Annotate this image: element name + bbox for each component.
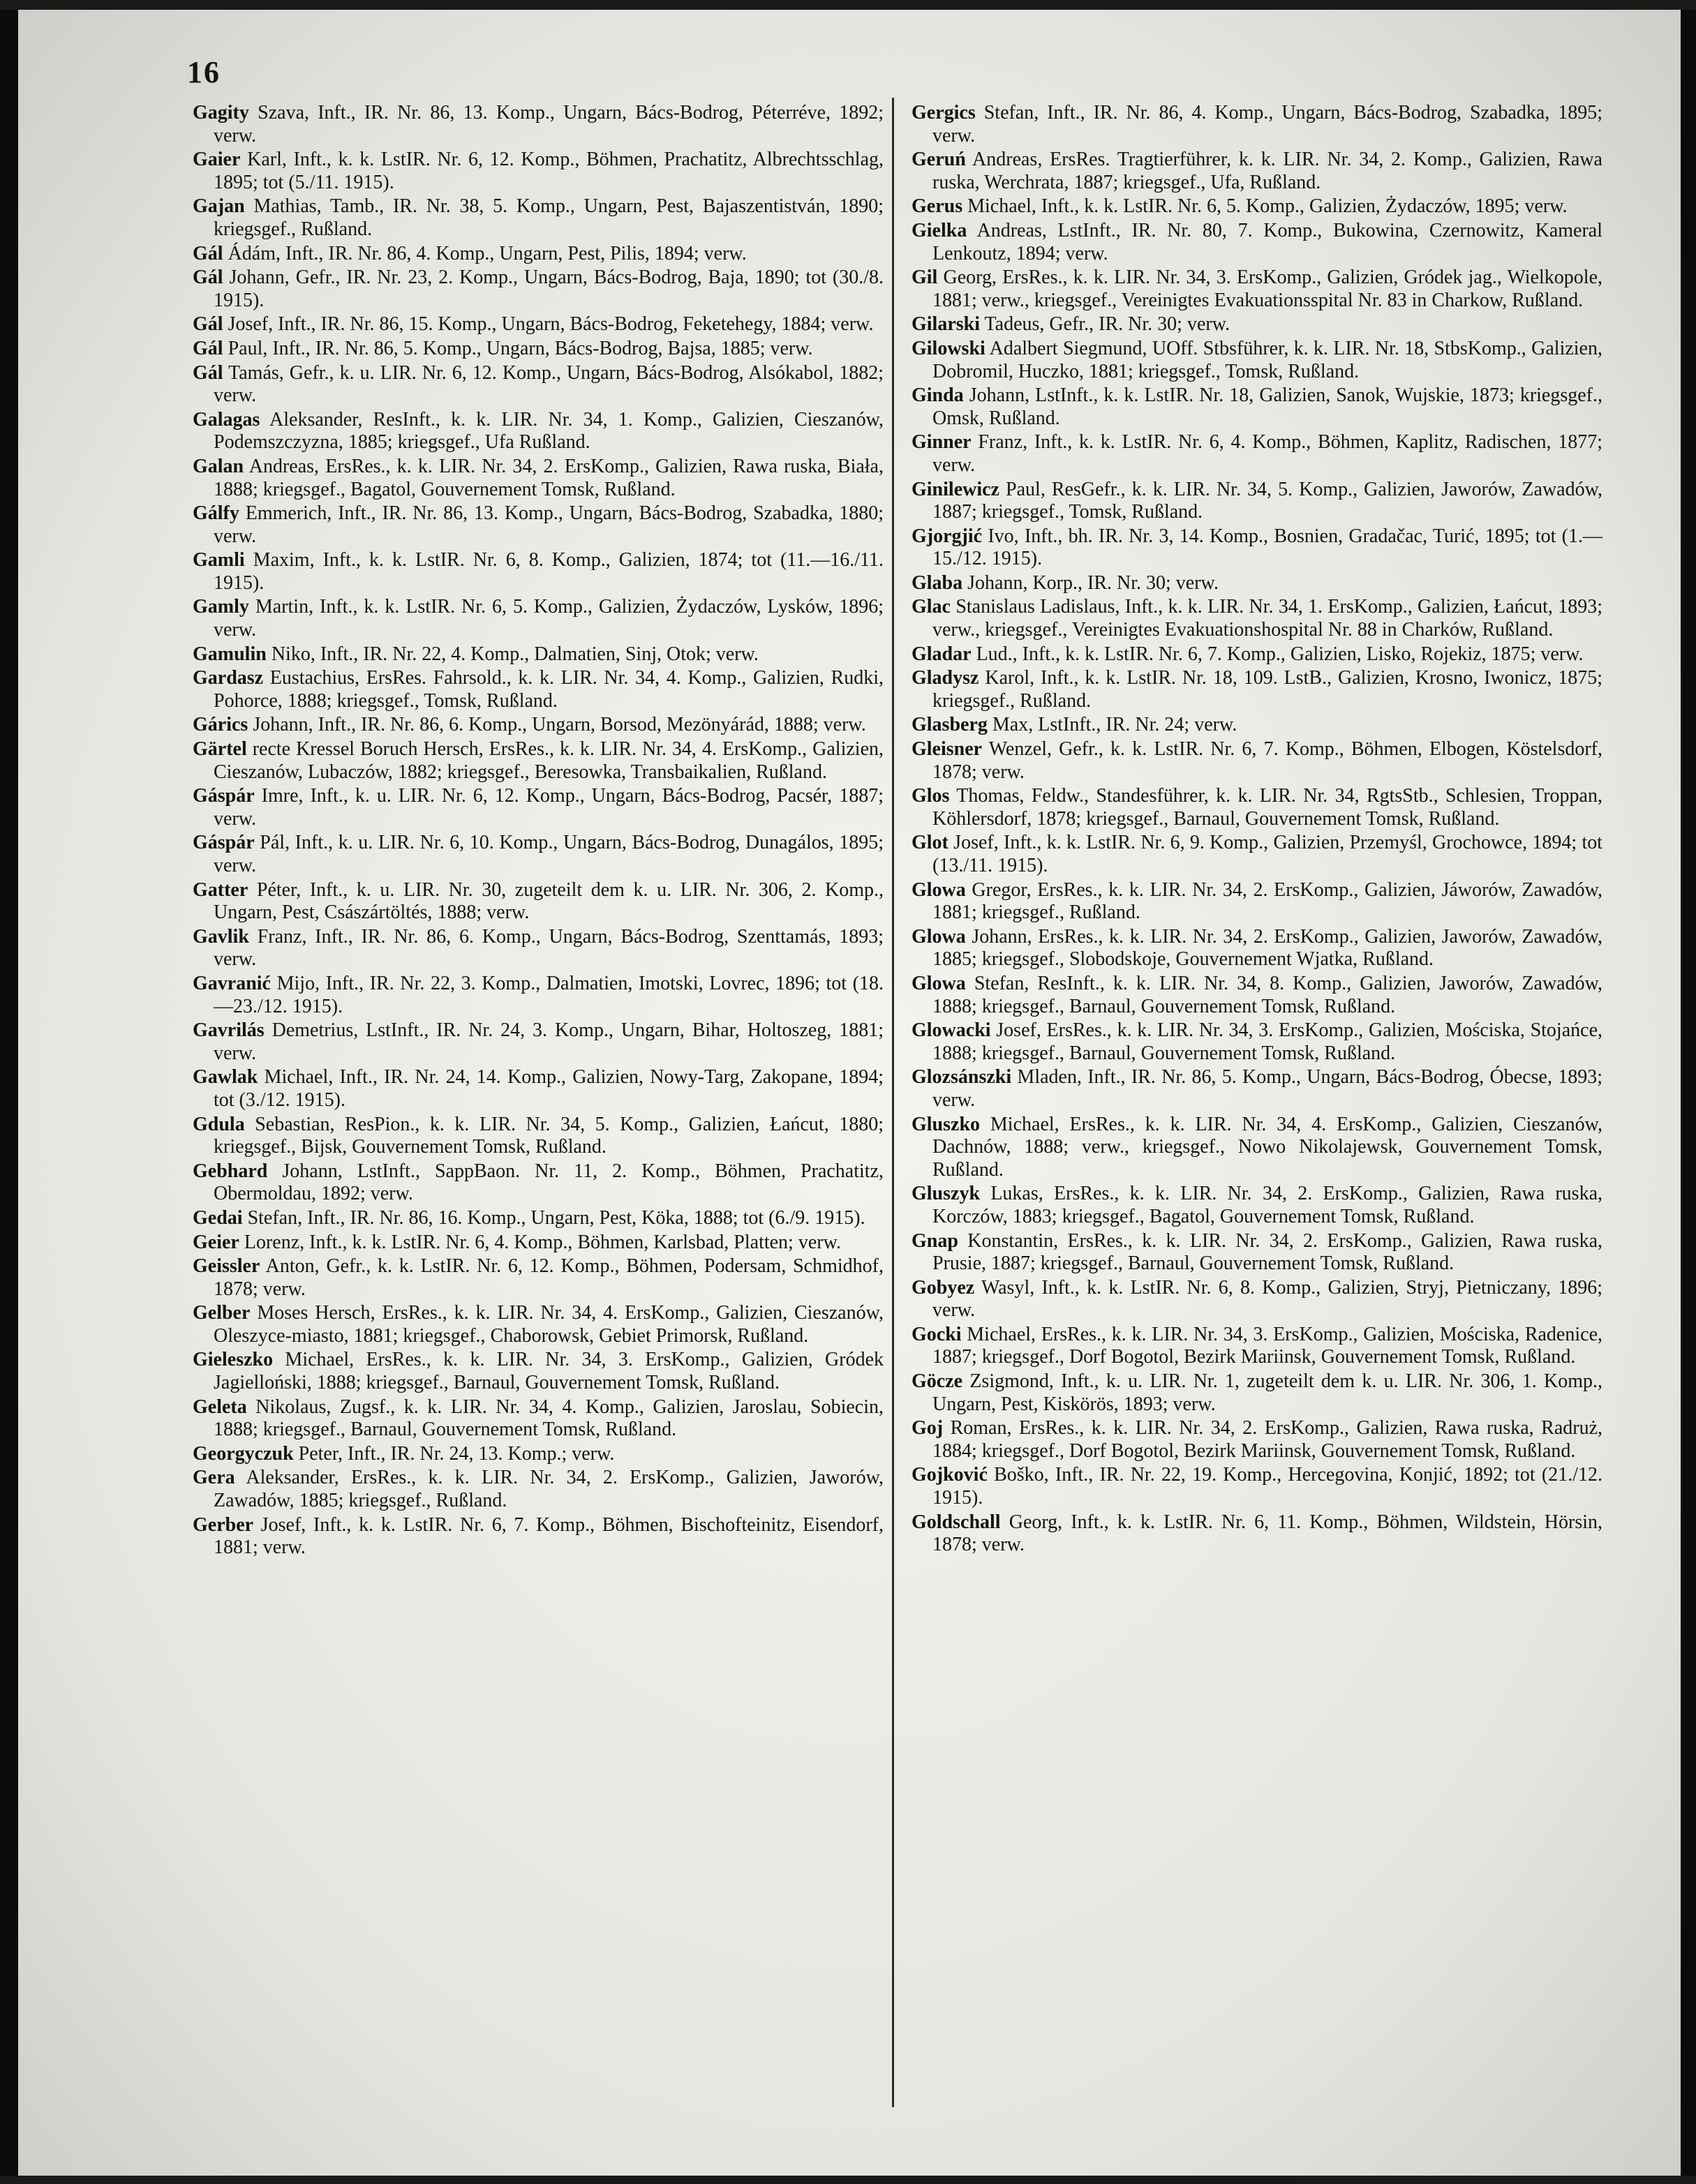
entry-details: Peter, Inft., IR. Nr. 24, 13. Komp.; verw. (298, 1442, 615, 1465)
entry-surname: Goj (912, 1417, 944, 1439)
casualty-entry (912, 1277, 1602, 1322)
entry-surname: Gáspár (193, 785, 255, 807)
entry-details: Tadeus, Gefr., IR. Nr. 30; verw. (984, 313, 1230, 336)
entry-details: Johann, Inft., IR. Nr. 86, 6. Komp., Ungarn, Borsod, Mezönyárád, 1888; verw. (253, 714, 866, 736)
entry-surname: Ginda (912, 384, 964, 407)
entry-details: Aleksander, ResInft., k. k. LIR. Nr. 34, 1. Komp., Galizien, Cieszanów, Podemszczyzna, 1885; kriegsgef., Ufa Rußland. (214, 408, 884, 454)
entry-surname: Gedai (193, 1206, 243, 1229)
casualty-entry (193, 1066, 884, 1112)
casualty-entry (912, 926, 1602, 971)
entry-surname: Galagas (193, 408, 260, 431)
casualty-entry (912, 1230, 1602, 1276)
entry-details: Josef, Inft., IR. Nr. 86, 15. Komp., Ungarn, Bács-Bodrog, Feketehegy, 1884; verw. (228, 313, 874, 336)
entry-surname: Gardasz (193, 667, 264, 689)
casualty-entry (193, 1207, 884, 1230)
entry-details: Paul, Inft., IR. Nr. 86, 5. Komp., Ungarn, Bács-Bodrog, Bajsa, 1885; verw. (228, 337, 813, 359)
entry-details: Péter, Inft., k. u. LIR. Nr. 30, zugeteilt dem k. u. LIR. Nr. 306, 2. Komp., Ungarn, Pest, Császártöltés, 1888; verw. (214, 878, 884, 924)
entry-details: Tamás, Gefr., k. u. LIR. Nr. 6, 12. Komp., Ungarn, Bács-Bodrog, Alsókabol, 1882; verw. (214, 361, 884, 407)
entry-surname: Gleisner (912, 738, 983, 761)
entry-details: Anton, Gefr., k. k. LstIR. Nr. 6, 12. Komp., Böhmen, Podersam, Schmidhof, 1878; verw. (214, 1255, 884, 1300)
casualty-entry (193, 1114, 884, 1159)
entry-surname: Gamulin (193, 643, 267, 665)
left-column (193, 102, 884, 1561)
entry-surname: Glaba (912, 571, 963, 594)
casualty-entry (912, 1019, 1602, 1065)
entry-details: Aleksander, ErsRes., k. k. LIR. Nr. 34, 2. ErsKomp., Galizien, Jaworów, Zawadów, 1885; kriegsgef., Rußland. (214, 1467, 884, 1512)
entry-surname: Glozsánszki (912, 1066, 1012, 1089)
entry-surname: Glowa (912, 972, 966, 994)
entry-details: Michael, ErsRes., k. k. LIR. Nr. 34, 4. ErsKomp., Galizien, Cieszanów, Dachnów, 1888; verw., kriegsgef., Nowo Nikolajewsk, Gouvernement Tomsk, Rußland. (932, 1113, 1602, 1181)
entry-surname: Gálfy (193, 502, 239, 525)
entry-surname: Gojković (912, 1464, 988, 1486)
casualty-entry (912, 879, 1602, 925)
casualty-entry (193, 1467, 884, 1512)
casualty-entry (912, 1370, 1602, 1416)
entry-details: Eustachius, ErsRes. Fahrsold., k. k. LIR. Nr. 34, 4. Komp., Galizien, Rudki, Pohorce, 1888; kriegsgef., Tomsk, Rußland. (214, 667, 884, 712)
casualty-entry (193, 1160, 884, 1206)
casualty-entry (912, 525, 1602, 571)
entry-details: Max, LstInft., IR. Nr. 24; verw. (992, 714, 1237, 736)
entry-surname: Ginilewicz (912, 478, 999, 500)
entry-surname: Gilowski (912, 337, 985, 359)
entry-surname: Gavlik (193, 925, 249, 948)
entry-details: Johann, ErsRes., k. k. LIR. Nr. 34, 2. ErsKomp., Galizien, Jaworów, Zawadów, 1885; kriegsgef., Slobodskoje, Gouvernement Wjatka, Rußland. (932, 925, 1603, 971)
entry-surname: Gocki (912, 1323, 962, 1345)
entry-details: Moses Hersch, ErsRes., k. k. LIR. Nr. 34, 4. ErsKomp., Galizien, Cieszanów, Oleszyce-miasto, 1881; kriegsgef., Chaborowsk, Gebiet Primorsk, Rußland. (214, 1302, 884, 1347)
entry-details: Paul, ResGefr., k. k. LIR. Nr. 34, 5. Komp., Galizien, Jaworów, Zawadów, 1887; kriegsgef., Tomsk, Rußland. (932, 478, 1602, 523)
casualty-entry (193, 456, 884, 501)
entry-surname: Gebhard (193, 1160, 268, 1182)
page-number: 16 (187, 55, 221, 89)
entry-details: Ádám, Inft., IR. Nr. 86, 4. Komp., Ungarn, Pest, Pilis, 1894; verw. (228, 242, 747, 264)
entry-surname: Glos (912, 785, 950, 807)
entry-details: Georg, ErsRes., k. k. LIR. Nr. 34, 3. ErsKomp., Galizien, Gródek jag., Wielkopole, 1881; verw., kriegsgef., Vereinigtes Evakuationsspital Nr. 83 in Charkow, Rußland. (932, 267, 1603, 311)
casualty-entry (912, 572, 1602, 595)
casualty-entry (912, 1324, 1602, 1369)
entry-surname: Gladysz (912, 667, 979, 689)
casualty-entry (193, 549, 884, 594)
entry-surname: Gál (193, 267, 223, 289)
casualty-entry (912, 1464, 1602, 1509)
casualty-entry (912, 479, 1602, 524)
entry-surname: Geruń (912, 149, 966, 171)
entry-surname: Gil (912, 267, 938, 289)
entry-details: Boško, Inft., IR. Nr. 22, 19. Komp., Hercegovina, Konjić, 1892; tot (21./12. 1915). (932, 1464, 1602, 1509)
entry-details: Lorenz, Inft., k. k. LstIR. Nr. 6, 4. Komp., Böhmen, Karlsbad, Platten; verw. (244, 1231, 841, 1253)
entry-details: Demetrius, LstInft., IR. Nr. 24, 3. Komp., Ungarn, Bihar, Holtoszeg, 1881; verw. (214, 1019, 884, 1064)
entry-details: Josef, Inft., k. k. LstIR. Nr. 6, 7. Komp., Böhmen, Bischofteinitz, Eisendorf, 1881; verw. (214, 1513, 884, 1559)
casualty-entry (193, 102, 884, 147)
entry-details: Josef, Inft., k. k. LstIR. Nr. 6, 9. Komp., Galizien, Przemyśl, Grochowce, 1894; tot (13./11. 1915). (932, 832, 1603, 876)
entry-details: Franz, Inft., IR. Nr. 86, 6. Komp., Ungarn, Bács-Bodrog, Szenttamás, 1893; verw. (214, 925, 884, 971)
entry-details: Mathias, Tamb., IR. Nr. 38, 5. Komp., Ungarn, Pest, Bajaszentistván, 1890; kriegsgef., Rußland. (214, 195, 884, 240)
entry-surname: Gavranić (193, 972, 271, 994)
entry-details: Johann, Gefr., IR. Nr. 23, 2. Komp., Ungarn, Bács-Bodrog, Baja, 1890; tot (30./8. 1915). (214, 267, 884, 311)
entry-details: Niko, Inft., IR. Nr. 22, 4. Komp., Dalmatien, Sinj, Otok; verw. (271, 643, 759, 665)
entry-details: Roman, ErsRes., k. k. LIR. Nr. 34, 2. ErsKomp., Galizien, Rawa ruska, Radruż, 1884; kriegsgef., Dorf Bogotol, Bezirk Mariinsk, Gouvernement Tomsk, Rußland. (932, 1417, 1603, 1462)
casualty-entry (193, 667, 884, 712)
casualty-entry (193, 1349, 884, 1394)
entry-surname: Gieleszko (193, 1349, 274, 1371)
entry-details: Michael, Inft., k. k. LstIR. Nr. 6, 5. Komp., Galizien, Żydaczów, 1895; verw. (967, 195, 1568, 218)
casualty-entry (193, 926, 884, 971)
casualty-entry (912, 1511, 1602, 1557)
casualty-entry (193, 785, 884, 830)
scan-border-top (0, 0, 1696, 10)
casualty-entry (912, 149, 1602, 194)
entry-surname: Goldschall (912, 1511, 1001, 1533)
entry-details: Konstantin, ErsRes., k. k. LIR. Nr. 34, 2. ErsKomp., Galizien, Rawa ruska, Prusie, 1887; kriegsgef., Barnaul, Gouvernement Tomsk, Rußland. (932, 1229, 1602, 1275)
entry-surname: Gerus (912, 195, 963, 218)
scan-border-right (1681, 0, 1696, 2184)
casualty-entry (193, 1443, 884, 1466)
casualty-entry (912, 832, 1602, 877)
casualty-entry (193, 1396, 884, 1442)
entry-details: Stefan, Inft., IR. Nr. 86, 16. Komp., Ungarn, Pest, Köka, 1888; tot (6./9. 1915). (247, 1206, 865, 1229)
entry-details: Michael, ErsRes., k. k. LIR. Nr. 34, 3. ErsKomp., Galizien, Gródek Jagielloński, 1888; kriegsgef., Barnaul, Gouvernement Tomsk, Rußland. (214, 1349, 884, 1394)
entry-details: Stanislaus Ladislaus, Inft., k. k. LIR. Nr. 34, 1. ErsKomp., Galizien, Łańcut, 1893; verw., kriegsgef., Vereinigtes Evakuationshospital Nr. 88 in Charków, Rußland. (932, 596, 1603, 641)
entry-details: Wenzel, Gefr., k. k. LstIR. Nr. 6, 7. Komp., Böhmen, Elbogen, Köstelsdorf, 1878; verw. (932, 738, 1603, 783)
entry-details: Zsigmond, Inft., k. u. LIR. Nr. 1, zugeteilt dem k. u. LIR. Nr. 306, 1. Komp., Ungarn, Pest, Kiskörös, 1893; verw. (932, 1370, 1602, 1415)
entry-surname: Gál (193, 242, 223, 264)
entry-details: Szava, Inft., IR. Nr. 86, 13. Komp., Ungarn, Bács-Bodrog, Péterréve, 1892; verw. (214, 102, 884, 147)
casualty-entry (193, 1232, 884, 1255)
entry-surname: Glac (912, 596, 951, 618)
casualty-entry (193, 267, 884, 312)
casualty-entry (912, 384, 1602, 430)
casualty-entry (912, 1066, 1602, 1112)
entry-surname: Glowa (912, 878, 966, 901)
entry-surname: Glasberg (912, 714, 988, 736)
casualty-entry (193, 832, 884, 877)
column-divider (892, 98, 894, 2107)
entry-surname: Gamly (193, 596, 249, 618)
casualty-entry (193, 362, 884, 407)
entry-details: Sebastian, ResPion., k. k. LIR. Nr. 34, 5. Komp., Galizien, Łańcut, 1880; kriegsgef., Bijsk, Gouvernement Tomsk, Rußland. (214, 1113, 884, 1158)
casualty-entry (912, 667, 1602, 712)
entry-surname: Ginner (912, 431, 972, 454)
entry-surname: Gál (193, 313, 223, 336)
casualty-entry (912, 1183, 1602, 1228)
entry-details: Andreas, LstInft., IR. Nr. 80, 7. Komp., Bukowina, Czernowitz, Kameral Lenkoutz, 1894; verw. (932, 219, 1602, 264)
entry-details: Lud., Inft., k. k. LstIR. Nr. 6, 7. Komp., Galizien, Lisko, Rojekiz, 1875; verw. (976, 643, 1584, 665)
casualty-entry (912, 195, 1602, 218)
entry-details: Stefan, Inft., IR. Nr. 86, 4. Komp., Ungarn, Bács-Bodrog, Szabadka, 1895; verw. (932, 102, 1603, 147)
entry-details: Lukas, ErsRes., k. k. LIR. Nr. 34, 2. ErsKomp., Galizien, Rawa ruska, Korczów, 1883; kriegsgef., Bagatol, Gouvernement Tomsk, Rußland. (932, 1183, 1603, 1227)
entry-details: Michael, Inft., IR. Nr. 24, 14. Komp., Galizien, Nowy-Targ, Zakopane, 1894; tot (3./12. 1915). (214, 1066, 884, 1111)
casualty-entry (193, 596, 884, 641)
entry-details: recte Kressel Boruch Hersch, ErsRes., k. k. LIR. Nr. 34, 4. ErsKomp., Galizien, Cieszanów, Lubaczów, 1882; kriegsgef., Beresowka, Transbaikalien, Rußland. (214, 738, 884, 783)
entry-surname: Gamli (193, 549, 245, 571)
entry-surname: Georgyczuk (193, 1442, 294, 1465)
casualty-entry (912, 1417, 1602, 1463)
entry-surname: Glowa (912, 925, 966, 948)
entry-surname: Gál (193, 361, 223, 384)
entry-surname: Gárics (193, 714, 248, 736)
entry-details: Stefan, ResInft., k. k. LIR. Nr. 34, 8. Komp., Galizien, Jaworów, Zawadów, 1888; kriegsgef., Barnaul, Gouvernement Tomsk, Rußland. (932, 972, 1603, 1017)
casualty-entry (912, 431, 1602, 477)
right-column (912, 102, 1602, 1558)
casualty-entry (193, 1302, 884, 1347)
casualty-entry (193, 195, 884, 241)
entry-details: Franz, Inft., k. k. LstIR. Nr. 6, 4. Komp., Böhmen, Kaplitz, Radischen, 1877; verw. (932, 431, 1603, 476)
casualty-entry (193, 738, 884, 784)
entry-details: Imre, Inft., k. u. LIR. Nr. 6, 12. Komp., Ungarn, Bács-Bodrog, Pacsér, 1887; verw. (214, 785, 884, 830)
casualty-entry (193, 1019, 884, 1065)
entry-surname: Gerber (193, 1513, 254, 1536)
entry-surname: Geier (193, 1231, 239, 1253)
entry-details: Mladen, Inft., IR. Nr. 86, 5. Komp., Ungarn, Bács-Bodrog, Óbecse, 1893; verw. (932, 1066, 1602, 1111)
casualty-entry (912, 596, 1602, 641)
casualty-entry (193, 1255, 884, 1301)
entry-surname: Gärtel (193, 738, 247, 761)
entry-details: Maxim, Inft., k. k. LstIR. Nr. 6, 8. Komp., Galizien, 1874; tot (11.—16./11. 1915). (214, 549, 884, 594)
entry-surname: Gera (193, 1467, 235, 1489)
entry-details: Johann, LstInft., SappBaon. Nr. 11, 2. Komp., Böhmen, Prachatitz, Obermoldau, 1892; verw. (214, 1160, 884, 1205)
casualty-entry (193, 1514, 884, 1560)
casualty-entry (912, 102, 1602, 147)
entry-surname: Gjorgjić (912, 525, 983, 547)
entry-details: Karol, Inft., k. k. LstIR. Nr. 18, 109. LstB., Galizien, Krosno, Iwonicz, 1875; kriegsgef., Rußland. (932, 667, 1603, 712)
entry-surname: Gajan (193, 195, 245, 218)
entry-details: Ivo, Inft., bh. IR. Nr. 3, 14. Komp., Bosnien, Gradačac, Turić, 1895; tot (1.—15./12. 1915). (932, 525, 1602, 570)
entry-surname: Gatter (193, 878, 248, 901)
entry-surname: Geleta (193, 1396, 247, 1418)
entry-details: Georg, Inft., k. k. LstIR. Nr. 6, 11. Komp., Böhmen, Wildstein, Hörsin, 1878; verw. (932, 1511, 1603, 1556)
entry-details: Wasyl, Inft., k. k. LstIR. Nr. 6, 8. Komp., Galizien, Stryj, Pietniczany, 1896; verw. (932, 1276, 1602, 1322)
entry-surname: Gaier (193, 149, 241, 171)
entry-details: Andreas, ErsRes. Tragtierführer, k. k. LIR. Nr. 34, 2. Komp., Galizien, Rawa ruska, Werchrata, 1887; kriegsgef., Ufa, Rußland. (932, 149, 1602, 193)
entry-details: Emmerich, Inft., IR. Nr. 86, 13. Komp., Ungarn, Bács-Bodrog, Szabadka, 1880; verw. (214, 502, 884, 547)
entry-surname: Gavrilás (193, 1019, 265, 1042)
casualty-entry (912, 738, 1602, 784)
casualty-entry (193, 879, 884, 925)
casualty-entry (912, 643, 1602, 666)
entry-surname: Gelber (193, 1302, 251, 1324)
entry-details: Michael, ErsRes., k. k. LIR. Nr. 34, 3. ErsKomp., Galizien, Mościska, Radenice, 1887; kriegsgef., Dorf Bogotol, Bezirk Mariinsk, Gouvernement Tomsk, Rußland. (932, 1323, 1602, 1368)
casualty-entry (912, 785, 1602, 830)
entry-surname: Gluszko (912, 1113, 981, 1135)
entry-surname: Gilarski (912, 313, 981, 336)
entry-surname: Gluszyk (912, 1183, 981, 1205)
entry-surname: Gergics (912, 102, 976, 124)
casualty-entry (912, 220, 1602, 265)
casualty-entry (912, 313, 1602, 336)
casualty-entry (193, 243, 884, 266)
casualty-entry (912, 973, 1602, 1018)
entry-surname: Gladar (912, 643, 972, 665)
entry-surname: Glot (912, 832, 949, 854)
entry-details: Pál, Inft., k. u. LIR. Nr. 6, 10. Komp., Ungarn, Bács-Bodrog, Dunagálos, 1895; verw. (214, 832, 884, 876)
casualty-entry (193, 313, 884, 336)
entry-surname: Geissler (193, 1255, 260, 1278)
entry-surname: Gagity (193, 102, 249, 124)
casualty-entry (193, 502, 884, 548)
casualty-entry (193, 149, 884, 194)
entry-details: Johann, LstInft., k. k. LstIR. Nr. 18, Galizien, Sanok, Wujskie, 1873; kriegsgef., Omsk, Rußland. (932, 384, 1603, 429)
entry-details: Gregor, ErsRes., k. k. LIR. Nr. 34, 2. ErsKomp., Galizien, Jáworów, Zawadów, 1881; kriegsgef., Rußland. (932, 878, 1603, 924)
entry-details: Thomas, Feldw., Standesführer, k. k. LIR. Nr. 34, RgtsStb., Schlesien, Troppan, Köhlersdorf, 1878; kriegsgef., Barnaul, Gouvernement Tomsk, Rußland. (932, 785, 1602, 830)
casualty-entry (193, 338, 884, 361)
entry-surname: Glowacki (912, 1019, 991, 1042)
scan-border-left (0, 0, 18, 2184)
casualty-entry (193, 409, 884, 454)
entry-surname: Gáspár (193, 832, 255, 854)
entry-details: Johann, Korp., IR. Nr. 30; verw. (967, 571, 1219, 594)
entry-details: Adalbert Siegmund, UOff. Stbsführer, k. k. LIR. Nr. 18, StbsKomp., Galizien, Dobromil, Huczko, 1881; kriegsgef., Tomsk, Rußland. (932, 337, 1602, 382)
entry-surname: Gielka (912, 219, 967, 241)
entry-surname: Gdula (193, 1113, 245, 1135)
casualty-entry (912, 267, 1602, 312)
entry-details: Mijo, Inft., IR. Nr. 22, 3. Komp., Dalmatien, Imotski, Lovrec, 1896; tot (18.—23./12. 1915). (214, 972, 884, 1017)
entry-surname: Gnap (912, 1229, 958, 1252)
entry-surname: Galan (193, 455, 244, 477)
entry-surname: Gál (193, 337, 223, 359)
entry-details: Andreas, ErsRes., k. k. LIR. Nr. 34, 2. ErsKomp., Galizien, Rawa ruska, Biała, 1888; kriegsgef., Bagatol, Gouvernement Tomsk, Rußland. (214, 455, 884, 500)
entry-surname: Gobyez (912, 1276, 975, 1299)
casualty-entry (912, 714, 1602, 737)
casualty-entry (912, 338, 1602, 383)
entry-details: Josef, ErsRes., k. k. LIR. Nr. 34, 3. ErsKomp., Galizien, Mościska, Stojańce, 1888; kriegsgef., Barnaul, Gouvernement Tomsk, Rußland. (932, 1019, 1602, 1064)
entry-details: Nikolaus, Zugsf., k. k. LIR. Nr. 34, 4. Komp., Galizien, Jaroslau, Sobiecin, 1888; kriegsgef., Barnaul, Gouvernement Tomsk, Rußland. (214, 1396, 884, 1441)
entry-details: Karl, Inft., k. k. LstIR. Nr. 6, 12. Komp., Böhmen, Prachatitz, Albrechtsschlag, 1895; tot (5./11. 1915). (214, 149, 884, 193)
entry-surname: Göcze (912, 1370, 963, 1393)
casualty-entry (193, 643, 884, 666)
entry-surname: Gawlak (193, 1066, 258, 1089)
casualty-entry (912, 1114, 1602, 1182)
scan-border-bottom (0, 2176, 1696, 2184)
casualty-entry (193, 714, 884, 737)
entry-details: Martin, Inft., k. k. LstIR. Nr. 6, 5. Komp., Galizien, Żydaczów, Lysków, 1896; verw. (214, 596, 884, 641)
casualty-entry (193, 973, 884, 1018)
